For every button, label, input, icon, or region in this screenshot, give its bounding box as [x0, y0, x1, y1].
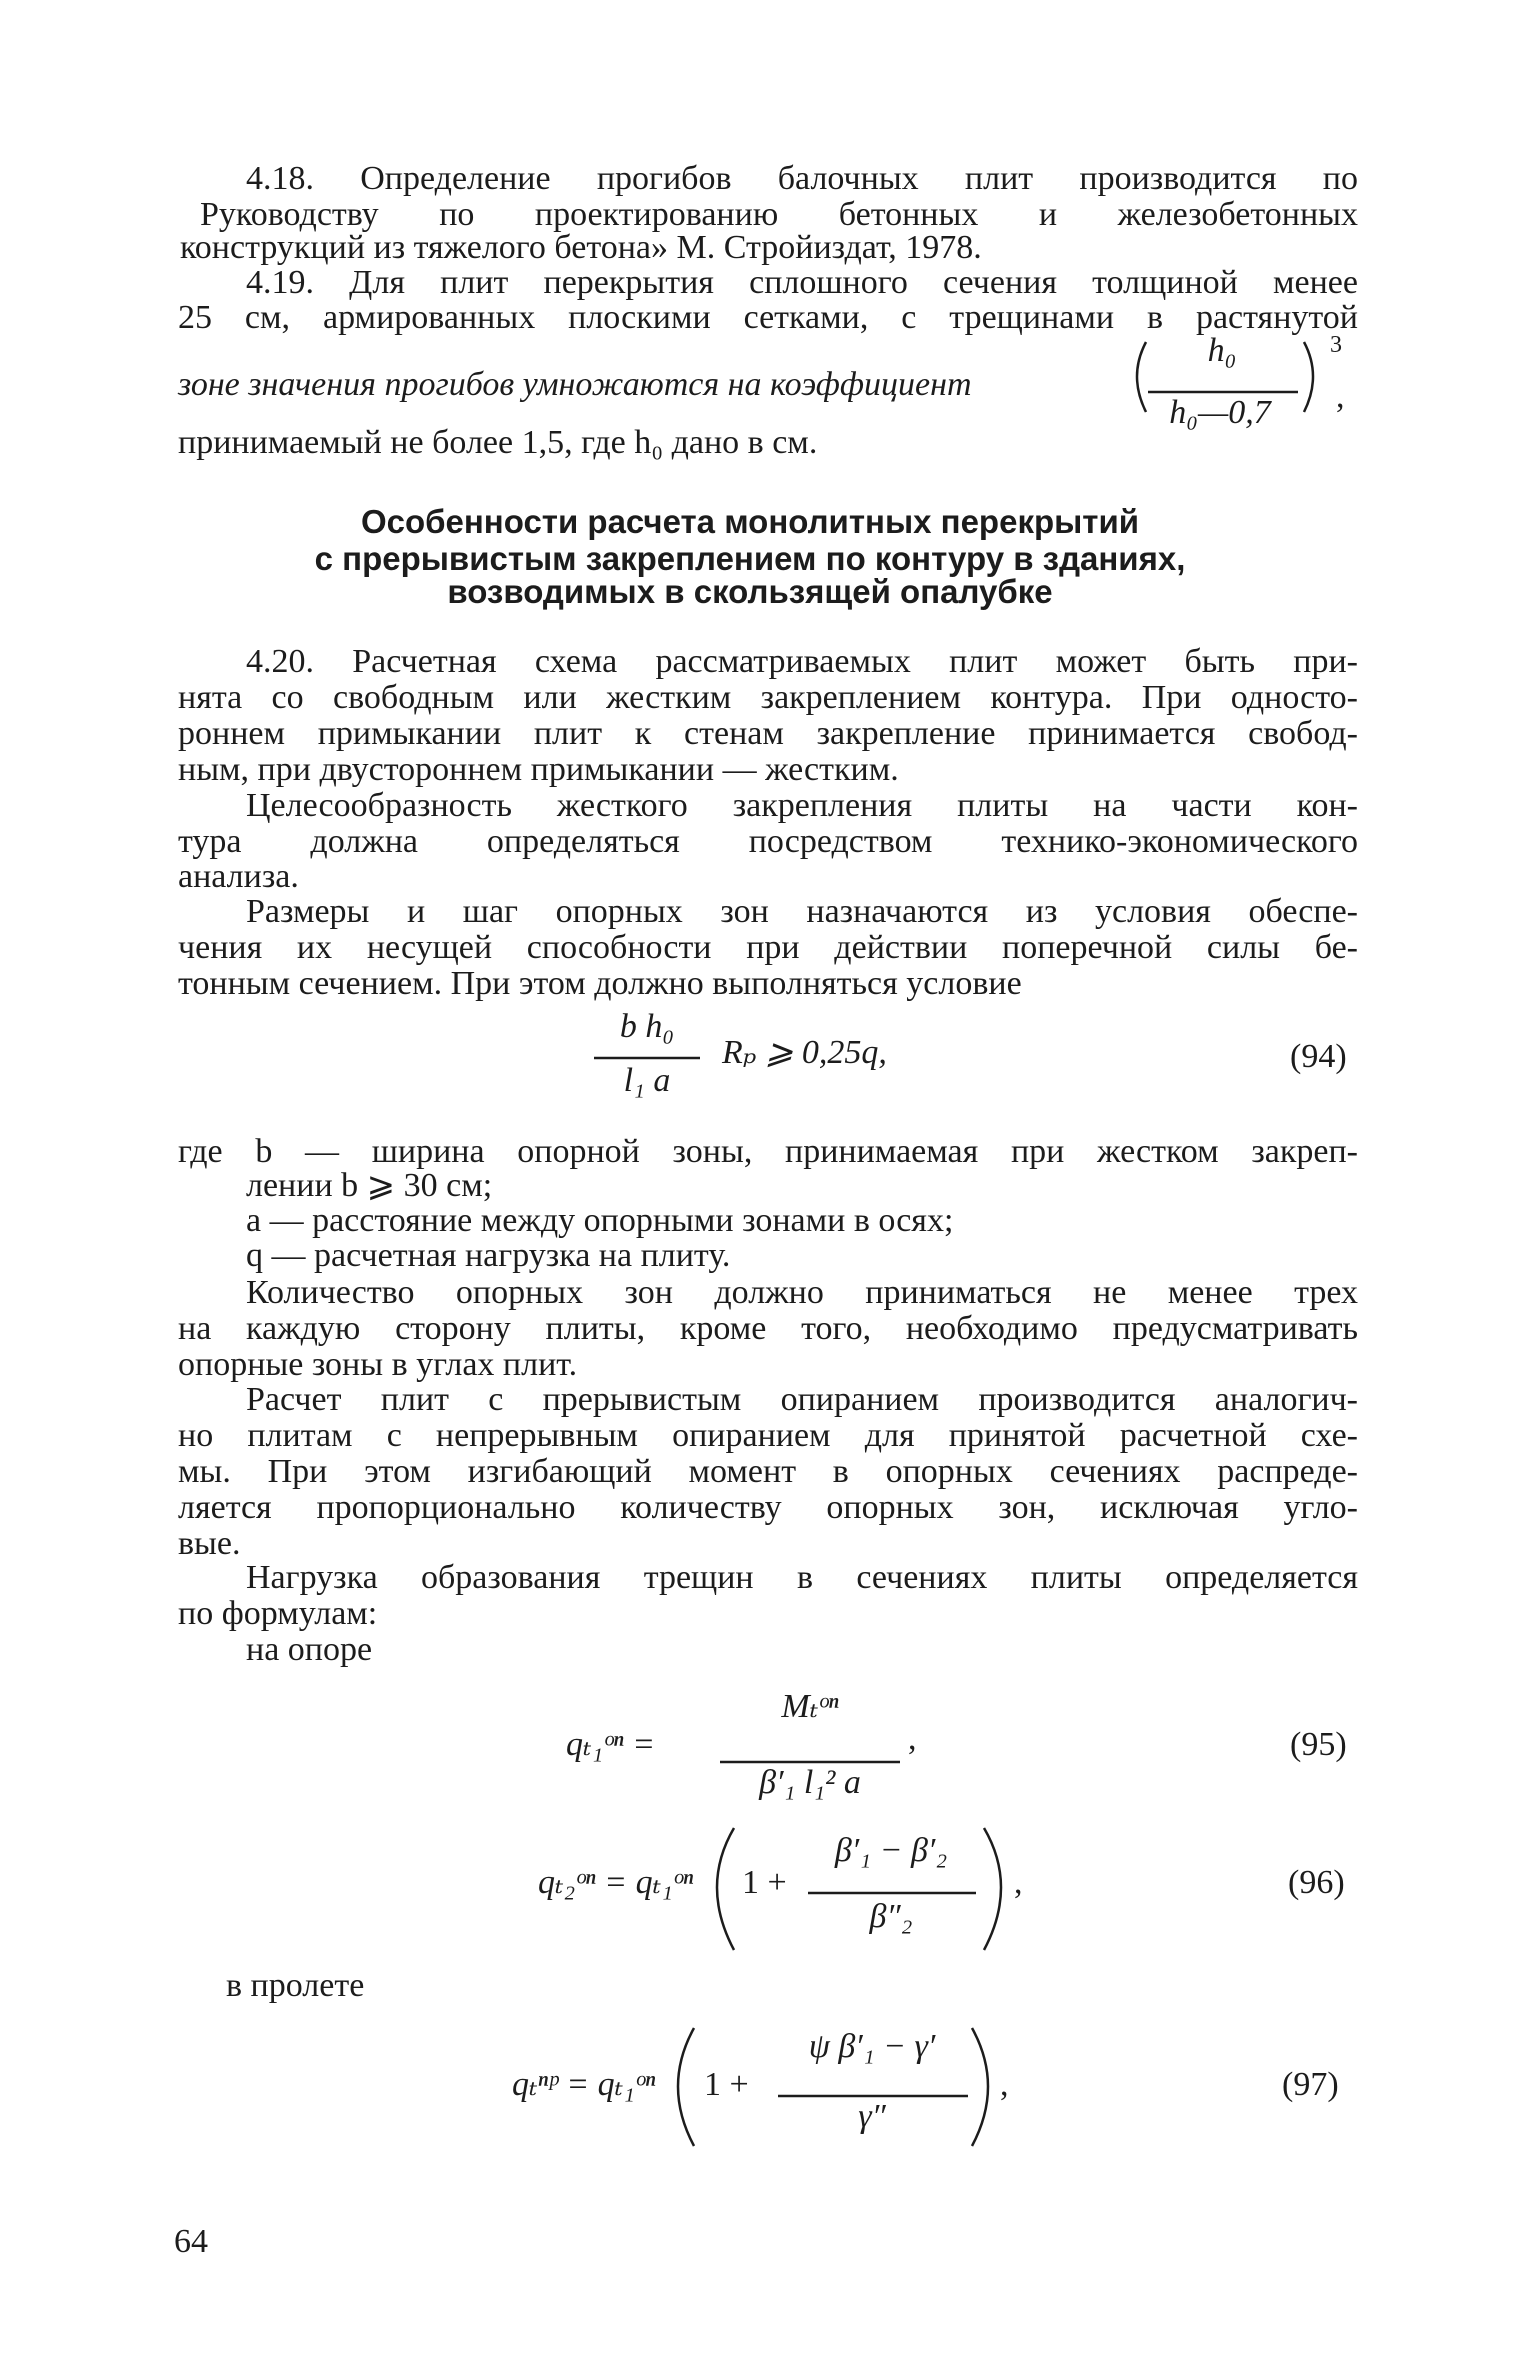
eq95-number: (95) — [1290, 1726, 1347, 1763]
section-heading-line-2: с прерывистым закреплением по контуру в зданиях, — [314, 540, 1186, 577]
para-4-19-line-2: 25 см, армированных плоскими сетками, с трещинами в растянутой — [178, 299, 1358, 336]
eq94-rest: Rₚ ⩾ 0,25q, — [722, 1034, 887, 1071]
para-count-line-1: Количество опорных зон должно приниматься не менее трех — [246, 1274, 1358, 1311]
where-line-1: где b — ширина опорной зоны, принимаемая при жестком закреп- — [178, 1133, 1358, 1170]
para-calc-line-1: Расчет плит с прерывистым опиранием производится аналогич- — [246, 1381, 1358, 1418]
eq95-lhs: qₜ₁ᵒⁿ = — [566, 1726, 656, 1763]
eq96-lhs: qₜ₂ᵒⁿ = qₜ₁ᵒⁿ — [538, 1864, 694, 1901]
coef-exponent: 3 — [1330, 332, 1342, 358]
section-heading-line-3: возводимых в скользящей опалубке — [447, 573, 1053, 610]
para-expedience-line-3: анализа. — [178, 858, 299, 895]
eq96-denominator: β″₂ — [869, 1898, 913, 1935]
coef-right-bracket — [1304, 342, 1313, 412]
para-sizes-line-2: чения их несущей способности при действии поперечной силы бе- — [178, 929, 1358, 966]
eq95-numerator: Mₜᵒⁿ — [781, 1688, 839, 1725]
para-sizes-line-3: тонным сечением. При этом должно выполняться условие — [178, 965, 1022, 1002]
para-4-18-line-1: 4.18. Определение прогибов балочных плит производится по — [246, 160, 1358, 197]
eq97-lhs: qₜⁿᵖ = qₜ₁ᵒⁿ — [512, 2066, 656, 2103]
para-4-19-line-4: принимаемый не более 1,5, где h₀ дано в см. — [178, 424, 818, 461]
para-expedience-line-1: Целесообразность жесткого закрепления плиты на части кон- — [246, 787, 1358, 824]
eq96-comma: , — [1014, 1864, 1023, 1901]
eq95-comma: , — [908, 1720, 917, 1757]
para-sizes-line-1: Размеры и шаг опорных зон назначаются из условия обеспе- — [246, 893, 1358, 930]
eq95-denominator: β′₁ l₁² a — [759, 1764, 861, 1801]
where-line-3: a — расстояние между опорными зонами в осях; — [246, 1202, 954, 1239]
page-number: 64 — [174, 2223, 208, 2260]
eq96-left-paren — [717, 1828, 734, 1950]
label-support: на опоре — [246, 1631, 373, 1668]
para-4-18-line-2: Руководству по проектированию бетонных и железобетонных — [200, 196, 1358, 233]
eq97-comma: , — [1000, 2066, 1009, 2103]
para-calc-line-5: вые. — [178, 1525, 241, 1562]
eq97-left-paren — [678, 2028, 694, 2146]
para-4-20-line-4: ным, при двустороннем примыкании — жестким. — [178, 751, 899, 788]
para-4-20-line-2: нята со свободным или жестким закреплением контура. При односто- — [178, 679, 1358, 716]
eq97-denominator: γ″ — [858, 2098, 886, 2135]
coef-denominator: h₀—0,7 — [1169, 394, 1271, 431]
eq94-denominator: l₁ a — [623, 1062, 671, 1099]
eq96-number: (96) — [1288, 1864, 1345, 1901]
coef-numerator: h₀ — [1207, 332, 1237, 369]
label-span: в пролете — [226, 1967, 365, 2004]
para-load-line-2: по формулам: — [178, 1595, 378, 1632]
para-count-line-2: на каждую сторону плиты, кроме того, необходимо предусматривать — [178, 1310, 1358, 1347]
eq96-numerator: β′₁ − β′₂ — [834, 1832, 948, 1869]
eq94-numerator: b h₀ — [619, 1008, 675, 1045]
para-4-18-line-3: конструкций из тяжелого бетона» М. Стройиздат, 1978. — [180, 229, 982, 266]
para-calc-line-2: но плитам с непрерывным опиранием для принятой расчетной схе- — [178, 1417, 1358, 1454]
para-calc-line-3: мы. При этом изгибающий момент в опорных сечениях распреде- — [178, 1453, 1358, 1490]
eq97-numerator: ψ β′₁ − γ′ — [808, 2028, 936, 2065]
coef-comma: , — [1336, 378, 1345, 415]
para-4-20-line-1: 4.20. Расчетная схема рассматриваемых плит может быть при- — [246, 643, 1358, 680]
coef-left-bracket — [1137, 342, 1146, 412]
eq97-number: (97) — [1282, 2066, 1339, 2103]
para-expedience-line-2: тура должна определяться посредством технико-экономического — [178, 823, 1358, 860]
para-4-19-line-3: зоне значения прогибов умножаются на коэффициент — [178, 366, 972, 403]
para-4-20-line-3: роннем примыкании плит к стенам закрепление принимается свобод- — [178, 715, 1358, 752]
eq96-one-plus: 1 + — [742, 1864, 787, 1901]
eq96-right-paren — [984, 1828, 1001, 1950]
para-4-19-line-1: 4.19. Для плит перекрытия сплошного сечения толщиной менее — [246, 264, 1358, 301]
para-load-line-1: Нагрузка образования трещин в сечениях плиты определяется — [246, 1559, 1358, 1596]
para-calc-line-4: ляется пропорционально количеству опорных зон, исключая угло- — [178, 1489, 1358, 1526]
where-line-2: лении b ⩾ 30 см; — [246, 1167, 493, 1204]
eq97-one-plus: 1 + — [704, 2066, 749, 2103]
eq94-number: (94) — [1290, 1038, 1347, 1075]
section-heading-line-1: Особенности расчета монолитных перекрытий — [360, 503, 1140, 540]
para-count-line-3: опорные зоны в углах плит. — [178, 1346, 578, 1383]
where-line-4: q — расчетная нагрузка на плиту. — [246, 1237, 731, 1274]
eq97-right-paren — [972, 2028, 988, 2146]
